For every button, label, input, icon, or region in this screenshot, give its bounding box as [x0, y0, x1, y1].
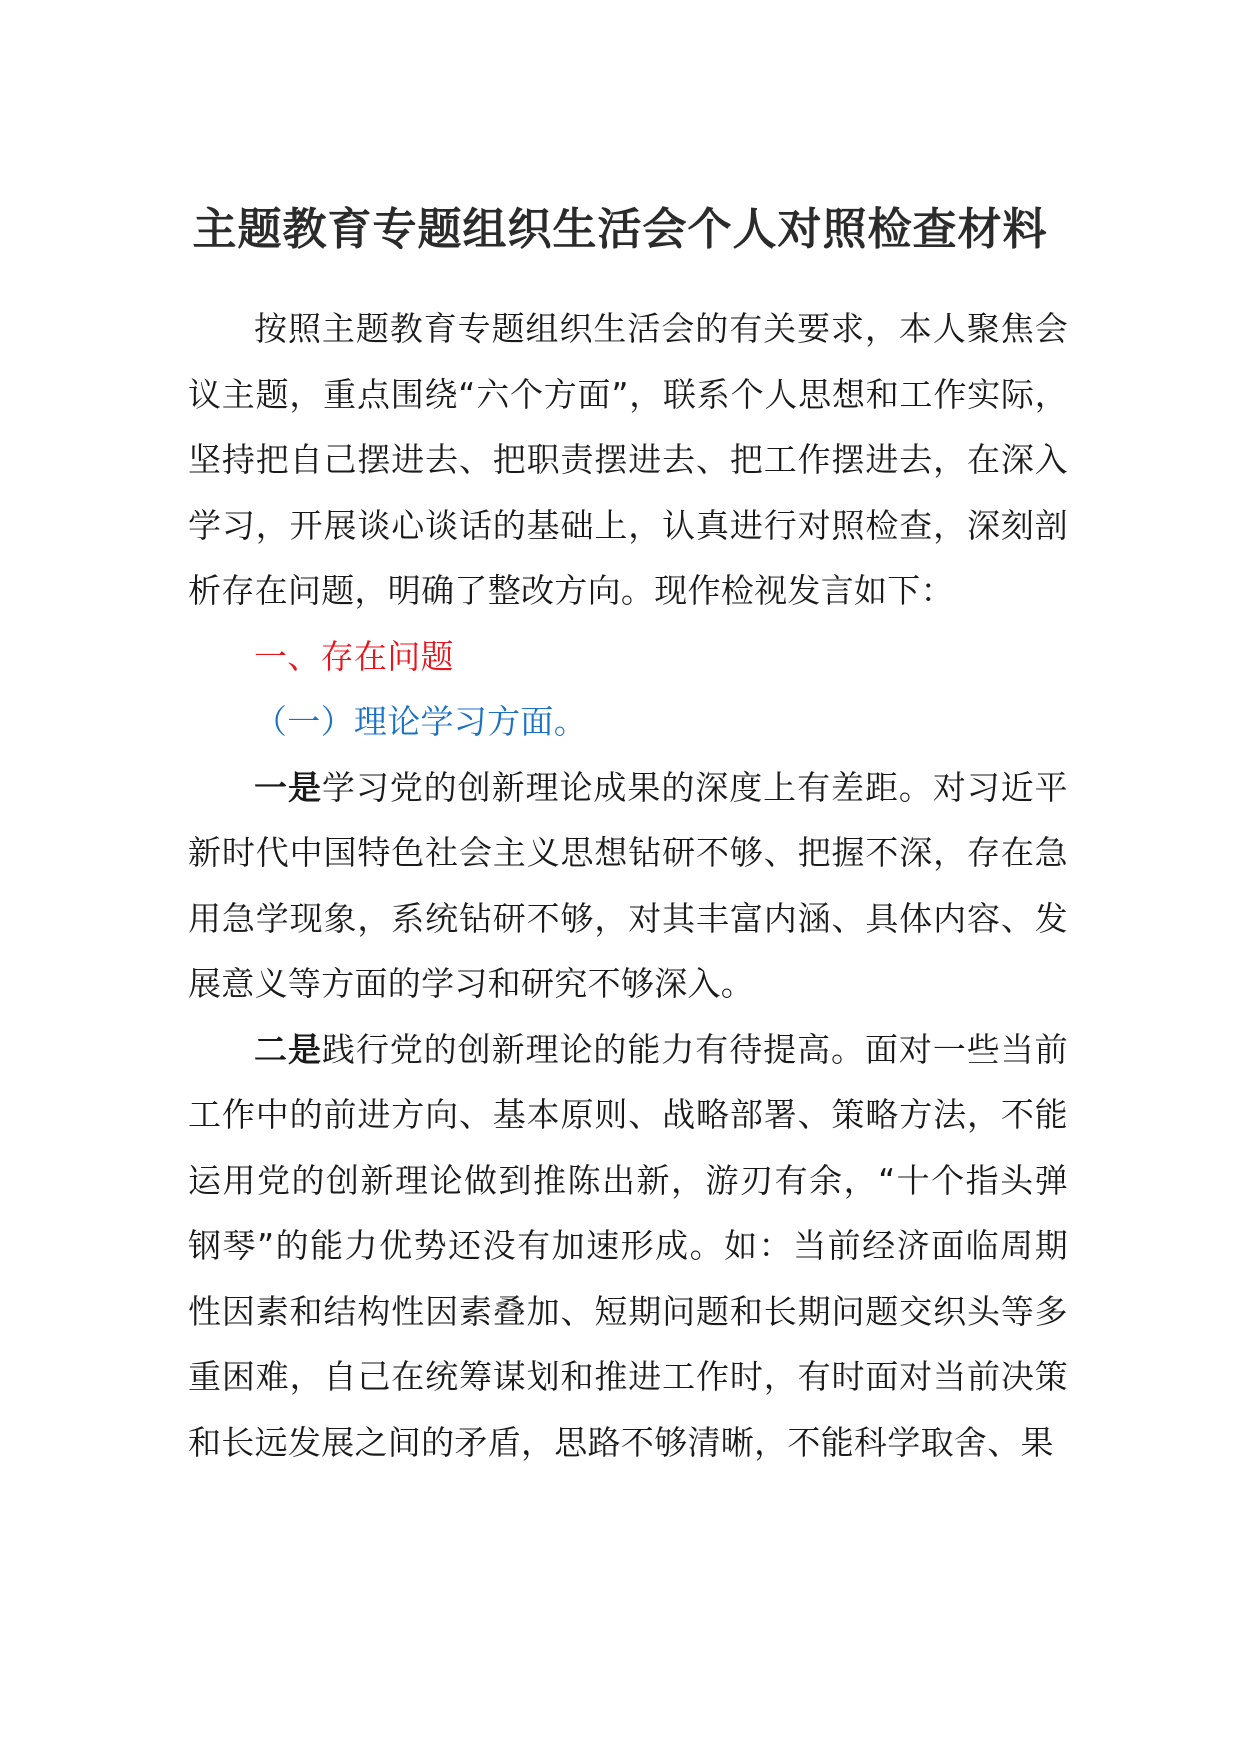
point-two-lead: 二是: [254, 1029, 322, 1069]
point-two-text: 践行党的创新理论的能力有待提高。面对一些当前工作中的前进方向、基本原则、战略部署、策略方法，不能运用党的创新理论做到推陈出新，游刃有余，“十个指头弹钢琴”的能力优势还没有加速形成。如：当前经济面临周期性因素和结构性因素叠加、短期问题和长期问题交织头等多重困难，自己在统筹谋划和推进工作时，有时面对当前决策和长远发展之间的矛盾，思路不够清晰，不能科学取舍、果: [188, 1029, 1068, 1462]
document-title: 主题教育专题组织生活会个人对照检查材料: [192, 204, 1048, 255]
document-body: [188, 296, 1068, 1475]
point-one-paragraph: [188, 755, 1068, 1017]
point-two-paragraph: [188, 1017, 1068, 1476]
section-heading-problems: 一、存在问题: [254, 636, 454, 676]
point-one-lead: 一是: [254, 767, 322, 807]
point-one-text: 学习党的创新理论成果的深度上有差距。对习近平新时代中国特色社会主义思想钻研不够、把握不深，存在急用急学现象，系统钻研不够，对其丰富内涵、具体内容、发展意义等方面的学习和研究不够深入。: [188, 767, 1068, 1003]
intro-paragraph: 按照主题教育专题组织生活会的有关要求，本人聚焦会议主题，重点围绕“六个方面”，联系个人思想和工作实际，坚持把自己摆进去、把职责摆进去、把工作摆进去，在深入学习，开展谈心谈话的基础上，认真进行对照检查，深刻剖析存在问题，明确了整改方向。现作检视发言如下：: [188, 309, 1068, 610]
subsection-heading-theory: （一）理论学习方面。: [254, 702, 587, 741]
